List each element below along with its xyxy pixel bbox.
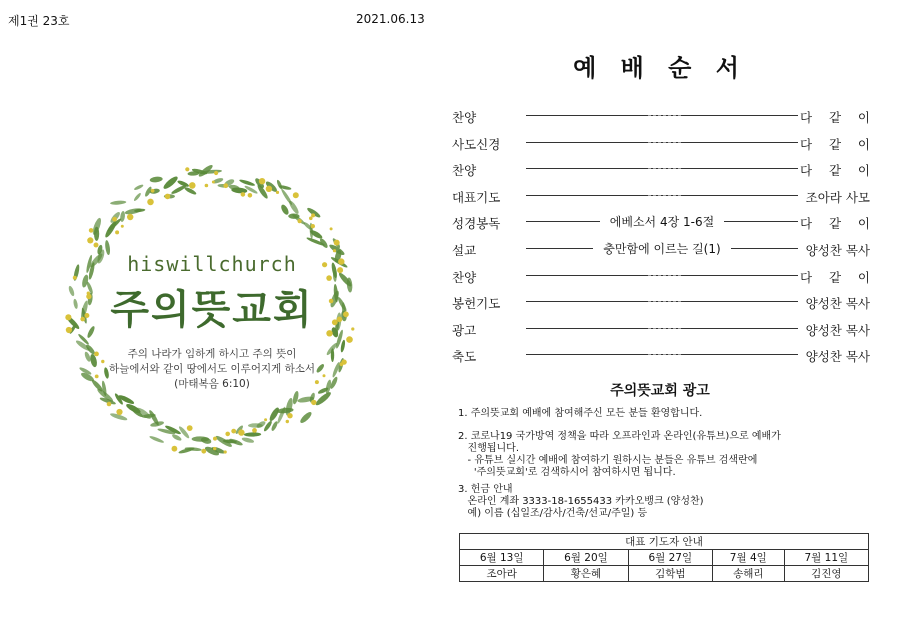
wreath-flower [248, 193, 253, 198]
wreath-flower [346, 336, 353, 343]
wreath-leaf [171, 433, 182, 442]
prayer-leader: 김진영 [784, 566, 868, 582]
wreath-flower [213, 447, 216, 450]
announcement-text: - 유튜브 실시간 예배에 참여하기 원하시는 분들은 유튜브 검색란에 [458, 455, 758, 466]
order-item-label: 찬양 [452, 110, 477, 125]
wreath-leaf [133, 184, 144, 191]
leader-line [526, 301, 798, 302]
order-of-service-list [452, 104, 870, 370]
wreath-flower [201, 449, 206, 454]
prayer-schedule-table [459, 533, 869, 582]
wreath-flower [172, 446, 178, 452]
wreath-leaf [314, 390, 332, 407]
wreath-flower [287, 413, 292, 418]
wreath-flower [214, 171, 218, 175]
wreath-flower [116, 409, 122, 415]
wreath-flower [276, 191, 279, 194]
order-item-label: 성경봉독 [452, 216, 501, 232]
wreath-flower [225, 432, 230, 437]
order-item-label: 사도신경 [452, 136, 501, 152]
order-item-person: 다 같 이 [800, 163, 870, 179]
prayer-leader: 김학범 [628, 566, 712, 582]
wreath-leaf [280, 203, 290, 215]
order-row [452, 131, 870, 158]
announcement-text: 2. 코로나19 국가방역 정책을 따라 오프라인과 온라인(유튜브)으로 예배가 [458, 431, 781, 442]
prayer-date: 7월 11일 [784, 550, 868, 566]
leader-line [526, 354, 798, 355]
order-row [452, 317, 870, 344]
order-item-detail: 에베소서 4장 1-6절 [600, 215, 724, 229]
order-item-person: 다 같 이 [800, 110, 870, 125]
wreath-flower [238, 429, 244, 435]
leader-line [526, 195, 798, 196]
wreath-leaf [133, 192, 142, 202]
order-row [452, 237, 870, 264]
order-item-person: 양성찬 목사 [805, 296, 870, 312]
verse-reference: (마태복음 6:10) [174, 378, 250, 390]
wreath-flower [286, 420, 289, 423]
wreath-flower [147, 199, 154, 206]
order-row [452, 290, 870, 317]
wreath-flower [264, 418, 267, 421]
prayer-leader: 송해리 [712, 566, 784, 582]
wreath-flower [293, 192, 299, 198]
wreath-flower [127, 214, 133, 220]
prayer-date: 6월 13일 [460, 550, 544, 566]
wreath-flower [87, 237, 93, 243]
order-item-person: 양성찬 목사 [805, 322, 870, 338]
wreath-flower [231, 429, 236, 434]
order-item-label: 광고 [452, 322, 477, 338]
leader-line [526, 142, 798, 143]
verse-line-1: 주의 나라가 임하게 하시고 주의 뜻이 [127, 348, 297, 360]
announcement-text: 진행됩니다. [458, 443, 520, 454]
prayer-leader: 조아라 [460, 566, 544, 582]
bulletin-date: 2021.06.13 [356, 12, 425, 26]
prayer-dates-row [460, 550, 869, 566]
announcement-text: 온라인 계좌 3333-18-1655433 카카오뱅크 (양성찬) [458, 496, 704, 507]
announcement-1 [458, 408, 702, 420]
wreath-leaf [244, 432, 261, 437]
wreath-flower [115, 230, 119, 234]
wreath-flower [259, 178, 265, 184]
order-item-person: 다 같 이 [800, 136, 870, 152]
wreath-flower [311, 224, 315, 228]
wreath-flower [107, 402, 112, 407]
announcement-text: '주의뜻교회'로 검색하시어 참여하시면 됩니다. [458, 467, 676, 478]
church-english-name: hiswillchurch [127, 252, 297, 276]
order-item-person: 다 같 이 [800, 269, 870, 285]
wreath-flower [165, 194, 171, 200]
wreath-flower [241, 192, 246, 197]
wreath-leaf [239, 178, 256, 186]
prayer-date: 6월 27일 [628, 550, 712, 566]
wreath-flower [266, 186, 272, 192]
wreath-flower [112, 217, 117, 222]
wreath-leaf [162, 175, 179, 191]
order-item-label: 찬양 [452, 163, 477, 179]
wreath-flower [223, 183, 228, 188]
prayer-date: 6월 20일 [544, 550, 628, 566]
wreath-flower [89, 228, 94, 233]
announcements-title: 주의뜻교회 광고 [610, 383, 710, 399]
order-item-label: 설교 [452, 242, 477, 258]
wreath-flower [94, 243, 99, 248]
order-row [452, 210, 870, 237]
order-item-person: 조아라 사모 [805, 189, 870, 205]
wreath-leaf [292, 390, 300, 404]
leader-line [526, 328, 798, 329]
wreath-flower [311, 213, 315, 217]
wreath-flower [298, 219, 302, 223]
order-of-service-title: 예 배 순 서 [573, 54, 747, 82]
order-item-label: 봉헌기도 [452, 296, 501, 312]
prayer-date: 7월 4일 [712, 550, 784, 566]
announcement-text: 1. 주의뜻교회 예배에 참여해주신 모든 분들 환영합니다. [458, 408, 703, 419]
wreath-leaf [149, 435, 165, 444]
order-row [452, 104, 870, 131]
leader-line [526, 115, 798, 116]
leader-line [526, 275, 798, 276]
order-item-label: 찬양 [452, 269, 477, 285]
wreath-flower [121, 225, 124, 228]
announcement-3 [458, 484, 704, 520]
wreath-flower [334, 240, 340, 246]
order-item-person: 양성찬 목사 [805, 242, 870, 258]
wreath-flower [311, 400, 316, 405]
order-item-label: 대표기도 [452, 189, 501, 205]
wreath-leaf [110, 200, 126, 205]
wreath-flower [205, 184, 209, 188]
verse-line-2: 하늘에서와 같이 땅에서도 이루어지게 하소서 [108, 363, 316, 375]
wreath-leaf [241, 437, 254, 444]
wreath-flower [189, 182, 196, 189]
wreath-flower [252, 428, 257, 433]
prayer-names-row [460, 566, 869, 582]
order-row [452, 264, 870, 291]
cover-wreath [62, 160, 362, 460]
announcement-text: 예) 이름 (십일조/감사/건축/선교/주일) 등 [458, 508, 648, 519]
order-item-person: 다 같 이 [800, 216, 870, 232]
issue-number: 제1권 23호 [8, 14, 70, 28]
wreath-flower [151, 189, 155, 193]
leader-line [526, 168, 798, 169]
wreath-leaf [192, 436, 210, 442]
wreath-leaf [299, 410, 313, 424]
prayer-table-title: 대표 기도자 안내 [460, 534, 869, 550]
order-row [452, 184, 870, 211]
order-item-label: 축도 [452, 349, 477, 365]
announcement-2 [458, 431, 781, 479]
order-item-person: 양성찬 목사 [805, 349, 870, 365]
wreath-leaf [149, 176, 163, 183]
wreath-flower [213, 437, 217, 441]
order-row [452, 343, 870, 370]
order-row [452, 157, 870, 184]
wreath-leaf [288, 199, 301, 215]
announcement-text: 3. 헌금 안내 [458, 484, 513, 495]
order-item-detail: 충만함에 이르는 길(1) [593, 242, 730, 256]
wreath-flower [330, 227, 333, 230]
church-korean-name: 주의뜻교회 [110, 287, 314, 333]
wreath-flower [187, 425, 193, 431]
prayer-leader: 황은혜 [544, 566, 628, 582]
wreath-flower [212, 181, 215, 184]
wreath-flower [185, 167, 189, 171]
wreath-flower [224, 450, 227, 453]
wreath-leaf [248, 423, 263, 427]
